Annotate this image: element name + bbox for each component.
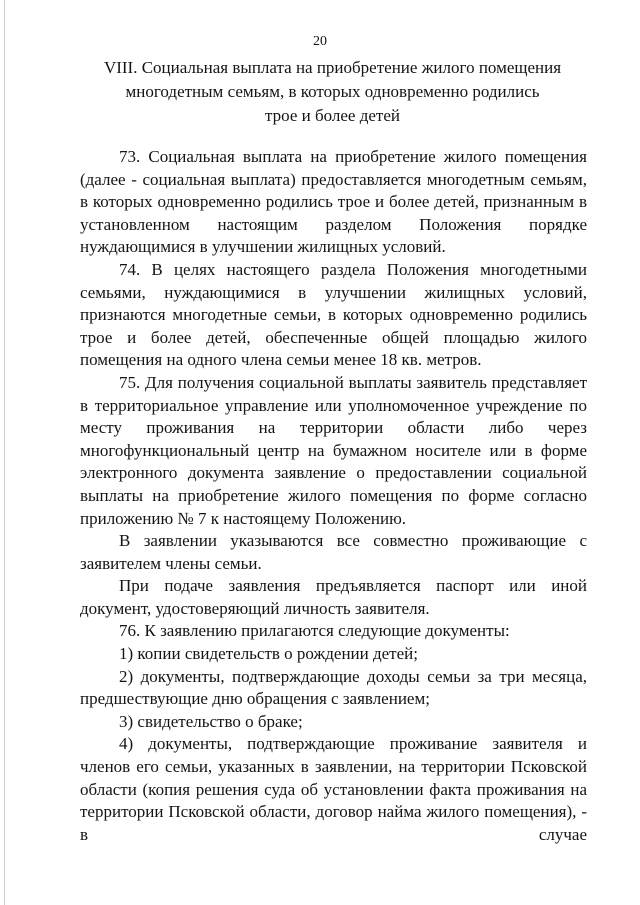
paragraph-75: 75. Для получения социальной выплаты заявитель представляет в территориальное управление или уполномоченное учреждение по месту проживания на территории области либо через многофункциональный центр на бумажном носителе или в форме электронного документа заявление о предоставлении социальной выплаты на приобретение жилого помещения по форме согласно приложению № 7 к настоящему Положению. bbox=[80, 372, 587, 528]
section-title-line-1: VIII. Социальная выплата на приобретение жилого помещения bbox=[103, 58, 562, 77]
scan-edge-line bbox=[4, 0, 5, 905]
paragraph-75-family-members: В заявлении указываются все совместно проживающие с заявителем члены семьи. bbox=[80, 531, 587, 573]
paragraph-76: 76. К заявлению прилагаются следующие документы: bbox=[119, 621, 510, 641]
section-title-line-2: многодетным семьям, в которых одновременно родились bbox=[125, 82, 540, 101]
page-number: 20 bbox=[313, 34, 327, 49]
paragraph-73: 73. Социальная выплата на приобретение жилого помещения (далее - социальная выплата) предоставляется многодетным семьям, в которых одновременно родились трое и более детей, признанным в установленном настоящим разделом Положения порядке нуждающимися в улучшении жилищных условий. bbox=[80, 147, 587, 257]
list-item-2: 2) документы, подтверждающие доходы семьи за три месяца, предшествующие дню обращения с заявлением; bbox=[80, 666, 587, 709]
list-item-4: 4) документы, подтверждающие проживание заявителя и членов его семьи, указанных в заявлении, на территории Псковской области (копия решения суда об установлении факта проживания на территории Псковской области, договор найма жилого помещения), - в случае bbox=[80, 734, 587, 844]
paragraph-74: 74. В целях настоящего раздела Положения многодетными семьями, нуждающимися в улучшении жилищных условий, признаются многодетные семьи, в которых одновременно родились трое и более детей, обеспеченные общей площадью жилого помещения на одного члена семьи менее 18 кв. метров. bbox=[80, 259, 587, 370]
list-item-3: 3) свидетельство о браке; bbox=[119, 711, 303, 731]
paragraph-75-passport: При подаче заявления предъявляется паспорт или иной документ, удостоверяющий личность заявителя. bbox=[80, 576, 587, 618]
section-title-line-3: трое и более детей bbox=[264, 106, 400, 125]
document-body bbox=[80, 146, 587, 846]
section-title bbox=[80, 56, 585, 128]
list-item-1: 1) копии свидетельств о рождении детей; bbox=[119, 644, 418, 664]
